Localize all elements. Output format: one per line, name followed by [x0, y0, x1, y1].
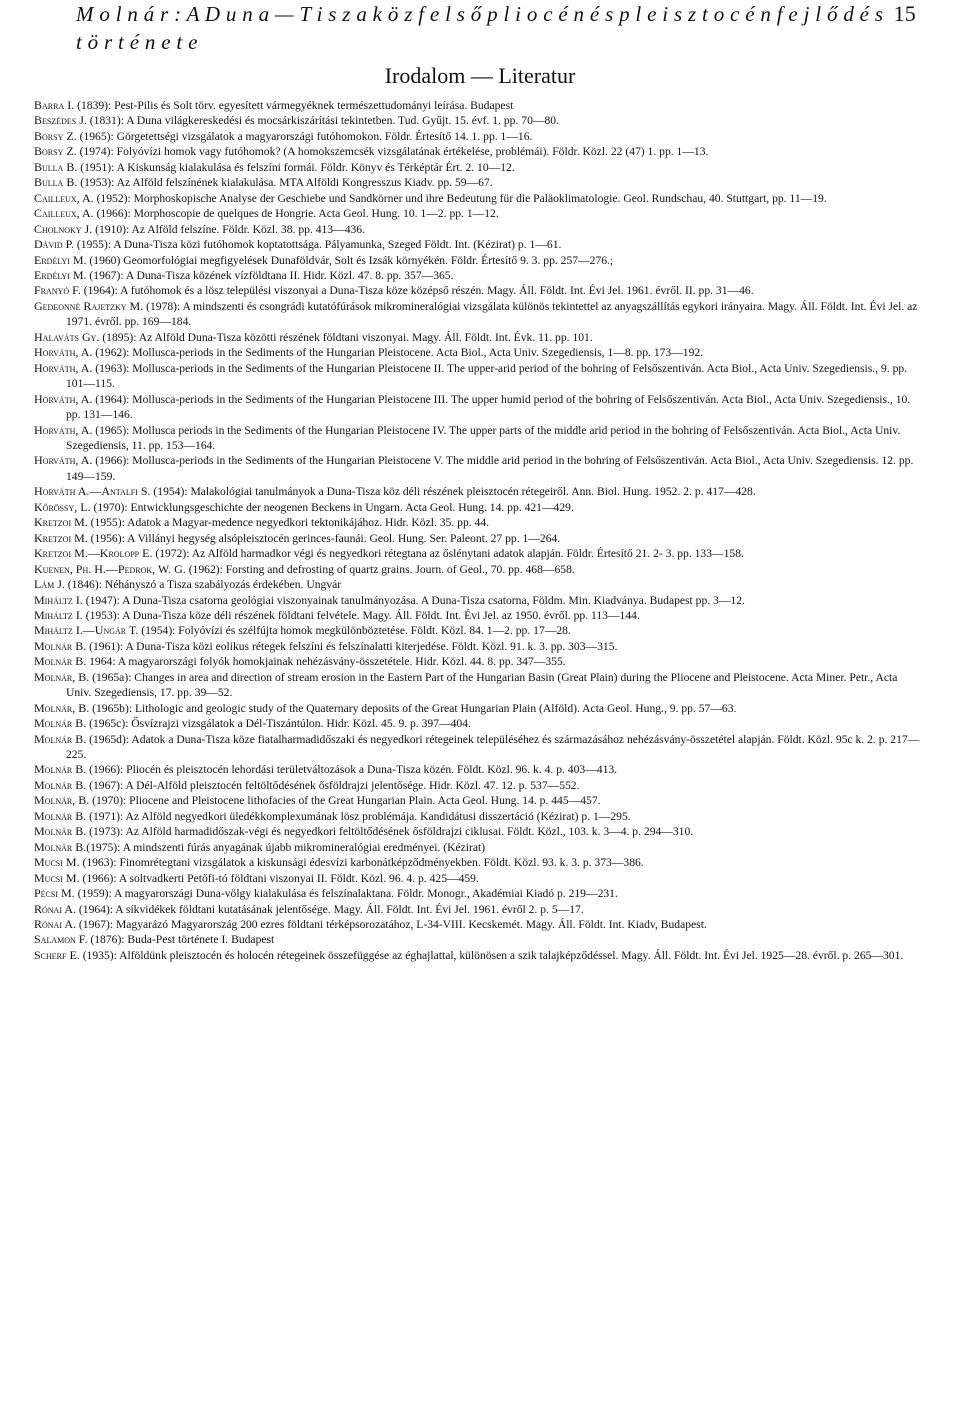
- reference-entry: [34, 732, 924, 763]
- reference-author: Franyó F.: [34, 283, 81, 298]
- reference-author: Rónai A.: [34, 901, 77, 916]
- reference-author: Kretzoi M.: [34, 530, 88, 545]
- reference-text: (1962): Mollusca-periods in the Sediments of the Hungarian Pleistocene. Acta Biol., Acta Univ. Szegediensis, 1—8. pp. 173—192.: [92, 346, 704, 360]
- reference-text: (1956): A Villányi hegység alsópleisztocén gerinces-faunái. Geol. Hung. Ser. Paleont. 27 pp. 1—264.: [87, 531, 561, 545]
- reference-author: Miháltz I.—Ungár T.: [34, 623, 139, 638]
- reference-text: (1972): Az Alföld harmadkor végi és negyedkori rétegtana az őslénytani adatok alapján. Földr. Értesítő 21. 2- 3. pp. 133—158.: [152, 547, 744, 561]
- reference-author: Beszédes J.: [34, 113, 87, 128]
- reference-entry: [34, 840, 924, 855]
- reference-text: (1965b): Lithologic and geologic study of the Quaternary deposits of the Great Hungarian Plain (Alföld). Acta Geol. Hung., 9. pp. 57—63.: [89, 701, 737, 715]
- reference-author: Horváth, A.: [34, 391, 93, 406]
- reference-author: Bulla B.: [34, 175, 78, 190]
- reference-entry: [34, 160, 924, 175]
- reference-author: Horváth A.—Antalfi S.: [34, 484, 151, 499]
- reference-author: Molnár, B.: [34, 700, 90, 715]
- reference-author: Erdélyi M.: [34, 252, 87, 267]
- reference-author: Kőrössy, L.: [34, 499, 91, 514]
- reference-entry: [34, 577, 924, 592]
- reference-author: Barra I.: [34, 98, 75, 112]
- reference-text: (1973): Az Alföld harmadidőszak-végi és negyedkori feltöltődésének ősföldrajzi ciklusai. Földt. Közl., 103. k. 3—4. p. 294—310.: [86, 825, 694, 839]
- reference-text: (1935): Alföldünk pleisztocén és holocén rétegeinek összefüggése az éghajlattal, különösen a szik talajképződéssel. Magy. Áll. Földt. Int. Évi Jel. 1925—28. évről. p. 265—301.: [79, 948, 904, 962]
- reference-text: (1965a): Changes in area and direction of stream erosion in the Eastern Part of the Hungarian Basin (Great Plain) during the Pliocene and Pleistocene. Acta Miner. Petr., Acta Univ. Szegediensis, 17. pp. 39—52.: [66, 670, 898, 700]
- reference-entry: [34, 484, 924, 499]
- reference-author: Molnár B.: [34, 824, 87, 839]
- reference-author: Molnár B.: [34, 808, 87, 823]
- reference-entry: [34, 345, 924, 360]
- reference-author: Molnár, B.: [34, 669, 90, 684]
- reference-text: (1965c): Ősvízrajzi vizsgálatok a Dél-Tiszántúlon. Hidr. Közl. 45. 9. p. 397—404.: [86, 717, 471, 731]
- reference-entry: [34, 562, 924, 577]
- reference-entry: [34, 824, 924, 839]
- reference-text: (1955): Adatok a Magyar-medence negyedkori tektonikájához. Hidr. Közl. 35. pp. 44.: [87, 516, 490, 530]
- running-title: M o l n á r : A D u n a — T i s z a k ö z f e l s ő p l i o c é n é s p l e i s z t o c é n f e j l ő d é s t ö r t é n e t e: [76, 2, 884, 54]
- reference-author: Mucsi M.: [34, 855, 80, 870]
- reference-author: Horváth, A.: [34, 345, 93, 360]
- reference-author: Halaváts Gy.: [34, 329, 100, 344]
- reference-author: Kretzoi M.: [34, 515, 88, 530]
- reference-text: (1952): Morphoskopische Analyse der Geschiebe und Sandkörner und ihre Bedeutung für die Paläoklimatologie. Geol. Rundschau, 40. Stuttgart, pp. 11—19.: [93, 191, 827, 205]
- page-number: 15: [893, 1, 916, 26]
- reference-text: (1974): Folyóvízi homok vagy futóhomok? (A homokszemcsék vizsgálatának értékelése, problémái). Földr. Közl. 22 (47) 1. pp. 1—13.: [76, 145, 709, 159]
- reference-text: (1971): Az Alföld negyedkori üledékkomplexumának lösz problémája. Kandidátusi disszertáció (Kézirat) p. 1—295.: [86, 809, 631, 823]
- reference-author: Miháltz I.: [34, 607, 83, 622]
- reference-entry: [34, 361, 924, 392]
- reference-entry: [34, 701, 924, 716]
- reference-entry: [34, 546, 924, 561]
- reference-author: Bulla B.: [34, 159, 78, 174]
- reference-author: Mucsi M.: [34, 870, 80, 885]
- reference-entry: [34, 222, 924, 237]
- reference-entry: [34, 809, 924, 824]
- reference-author: Molnár B.: [34, 762, 87, 777]
- reference-text: (1966): Morphoscopie de quelques de Hongrie. Acta Geol. Hung. 10. 1—2. pp. 1—12.: [93, 207, 499, 221]
- reference-author: Kretzoi M.—Krolopp E.: [34, 546, 153, 561]
- reference-text: (1955): A Duna-Tisza közi futóhomok koptatottsága. Pályamunka, Szeged Földt. Int. (Kézirat) p. 1—61.: [74, 238, 562, 252]
- reference-author: Borsy Z.: [34, 128, 77, 143]
- reference-entry: [34, 144, 924, 159]
- reference-author: Cailleux, A.: [34, 206, 94, 221]
- reference-entry: [34, 500, 924, 515]
- reference-entry: [34, 593, 924, 608]
- reference-text: (1963): Mollusca-periods in the Sediments of the Hungarian Pleistocene II. The upper-arid period of the bohring of Felsőszentiván. Acta Biol., Acta Univ. Szegediensis., 9. pp. 101—115.: [66, 361, 908, 391]
- reference-text: (1963): Finomrétegtani vizsgálatok a kiskunsági édesvízi karbonátképződményekben. Földt. Közl. 93. k. 3. p. 373—386.: [79, 856, 644, 870]
- reference-author: Scherf E.: [34, 947, 80, 962]
- reference-text: (1966): Mollusca-periods in the Sediments of the Hungarian Pleistocene V. The middle arid period in the bohring of Felsőszentiván. Acta Biol., Acta Univ. Szegediensis. 12. pp. 149—159.: [66, 454, 914, 483]
- reference-author: Salamon F.: [34, 932, 88, 947]
- reference-entry: [34, 253, 924, 268]
- reference-author: Lám J.: [34, 577, 65, 592]
- reference-author: Pécsi M.: [34, 886, 75, 901]
- reference-author: Rónai A.: [34, 917, 77, 932]
- reference-text: (1959): A magyarországi Duna-völgy kialakulása és felszínalaktana. Földr. Monogr., Akadémiai Kiadó p. 219—231.: [74, 887, 618, 901]
- reference-author: Horváth, A.: [34, 360, 93, 375]
- reference-author: Gedeonné Rajetzky M.: [34, 298, 144, 313]
- reference-text: 1964: A magyarországi folyók homokjainak nehézásvány-összetétele. Hidr. Közl. 44. 8. pp. 347—355.: [86, 655, 566, 669]
- reference-entry: [34, 175, 924, 190]
- reference-author: Cholnoky J.: [34, 221, 93, 236]
- reference-text: (1954): Malakológiai tanulmányok a Duna-Tisza köz déli részének pleisztocén rétegeiről. Ann. Biol. Hung. 1952. 2. p. 417—428.: [150, 485, 756, 499]
- reference-author: Horváth, A.: [34, 453, 93, 468]
- reference-entry: [34, 237, 924, 252]
- reference-entry: [34, 423, 924, 454]
- reference-entry: [34, 206, 924, 221]
- reference-entry: [34, 871, 924, 886]
- reference-entry: [34, 453, 924, 484]
- reference-text: (1831): A Duna világkereskedési és mocsárkiszárítási tekintetben. Tud. Gyűjt. 15. évf. 1. pp. 70—80.: [86, 114, 559, 128]
- reference-text: (1978): A mindszenti és csongrádi kutatófúrások mikromineralógiai vizsgálata különös tekintettel az anyagszállítás egykori irányaira. Magy. Áll. Földt. Int. Évi Jel. az 1971. évről. pp. 169—184.: [66, 299, 918, 329]
- reference-entry: [34, 608, 924, 623]
- reference-entry: [34, 531, 924, 546]
- reference-entry: [34, 855, 924, 870]
- reference-text: (1964): A futóhomok és a lösz települési viszonyai a Duna-Tisza köze középső részén. Magy. Áll. Földt. Int. Évi Jel. 1961. évről. II. pp. 31—46.: [80, 284, 754, 298]
- reference-entry: [34, 670, 924, 701]
- reference-text: (1953): A Duna-Tisza köze déli részének földtani felvétele. Magy. Áll. Földt. Int. Évi Jel. az 1950. évről. pp. 113—144.: [82, 608, 640, 622]
- reference-entry: [34, 778, 924, 793]
- reference-author: Molnár B.: [34, 777, 87, 792]
- reference-entry: [34, 515, 924, 530]
- reference-author: Molnár, B.: [34, 793, 90, 808]
- reference-text: (1965): Mollusca periods in the Sediments of the Hungarian Pleistocene IV. The upper parts of the middle arid period in the bohring of Felsőszentiván. Acta Biol., Acta Univ. Szegediensis, 11. pp. 153—164.: [66, 423, 901, 452]
- reference-entry: [34, 268, 924, 283]
- reference-author: Molnár B.: [34, 839, 87, 854]
- reference-text: (1839): Pest-Pilis és Solt törv. egyesített vármegyéknek természettudományi leírása. Budapest: [74, 99, 514, 112]
- reference-text: (1951): A Kiskunság kialakulása és felszíni formái. Földr. Könyv és Térképtár Ért. 2. 10—12.: [77, 160, 515, 174]
- reference-text: (1846): Néhányszó a Tisza szabályozás érdekében. Ungvár: [64, 578, 342, 592]
- reference-entry: [34, 98, 924, 113]
- reference-text: (1970): Pliocene and Pleistocene lithofacies of the Great Hungarian Plain. Acta Geol. Hung. 14. p. 445—457.: [89, 794, 601, 808]
- reference-author: Molnár B.: [34, 716, 87, 731]
- reference-author: Kuenen, Ph. H.—Pedrok, W. G.: [34, 561, 186, 576]
- reference-text: (1962): Forsting and defrosting of quartz grains. Journ. of Geol., 70. pp. 468—658.: [185, 562, 575, 576]
- reference-author: Dávid P.: [34, 237, 75, 252]
- reference-author: Molnár B.: [34, 731, 87, 746]
- reference-text: (1960) Geomorfológiai megfigyelések Dunaföldvár, Solt és Izsák környékén. Földr. Értesítő 9. 3. pp. 257—276.;: [86, 253, 614, 267]
- reference-text: (1966): A soltvadkerti Petőfi-tó földtani viszonyai II. Földt. Közl. 96. 4. p. 425—459.: [79, 871, 479, 885]
- reference-author: Borsy Z.: [34, 144, 77, 159]
- reference-text: (1975): A mindszenti fúrás anyagának újabb mikromineralógiai eredményei. (Kézirat): [86, 840, 486, 854]
- reference-entry: [34, 392, 924, 423]
- reference-entry: [34, 299, 924, 330]
- reference-text: (1967): A Dél-Alföld pleisztocén feltöltődésének ősföldrajzi jelentősége. Hidr. Közl. 47. 12. p. 537—552.: [86, 778, 580, 792]
- reference-text: (1964): A síkvidékek földtani kutatásának jelentősége. Magy. Áll. Földt. Int. Évi Jel. 1961. évről 2. p. 5—17.: [76, 902, 584, 916]
- reference-author: Horváth, A.: [34, 422, 93, 437]
- reference-text: (1961): A Duna-Tisza közi eolikus rétegek felszíni és felszínalatti kiterjedése. Földt. Közl. 91. k. 3. pp. 303—315.: [86, 639, 618, 653]
- reference-text: (1965d): Adatok a Duna-Tisza köze fiatalharmadidőszaki és negyedkori rétegeinek településéhez és származásához nehézásvány-összetétel alapján. Földt. Közl. 95c k. 2. p. 217—225.: [66, 732, 920, 762]
- reference-entry: [34, 948, 924, 963]
- reference-entry: [34, 113, 924, 128]
- reference-text: (1953): Az Alföld felszínének kialakulása. MTA Alföldi Kongresszus Kiadv. pp. 59—67.: [77, 176, 493, 190]
- reference-list: [34, 98, 924, 963]
- running-header: [76, 0, 916, 56]
- reference-text: (1965): Görgetettségi vizsgálatok a magyarországi futóhomokon. Földr. Értesítő 14. 1. pp. 1—16.: [76, 129, 533, 143]
- reference-entry: [34, 932, 924, 947]
- reference-author: Miháltz I.: [34, 592, 83, 607]
- reference-text: (1895): Az Alföld Duna-Tisza közötti részének földtani viszonyai. Magy. Áll. Földt. Int. Évk. 11. pp. 101.: [99, 330, 593, 344]
- reference-entry: [34, 716, 924, 731]
- reference-text: (1964): Mollusca-periods in the Sediments of the Hungarian Pleistocene III. The upper humid period of the bohring of Felsőszentiván. Acta Biol., Acta Univ. Szegediensis., 10. pp. 131—146.: [66, 392, 911, 422]
- reference-text: (1966): Pliocén és pleisztocén lehordási területváltozások a Duna-Tisza közén. Földt. Közl. 96. k. 4. p. 403—413.: [86, 763, 618, 777]
- reference-text: (1967): A Duna-Tisza közének vízföldtana II. Hidr. Közl. 47. 8. pp. 357—365.: [86, 268, 454, 282]
- reference-entry: [34, 654, 924, 669]
- reference-text: (1947): A Duna-Tisza csatorna geológiai viszonyainak tanulmányozása. A Duna-Tisza csatorna, Földm. Min. Kiadványa. Budapest pp. 3—12.: [82, 593, 745, 607]
- reference-entry: [34, 886, 924, 901]
- reference-entry: [34, 762, 924, 777]
- reference-entry: [34, 902, 924, 917]
- reference-author: Cailleux, A.: [34, 190, 94, 205]
- reference-entry: [34, 191, 924, 206]
- reference-entry: [34, 639, 924, 654]
- reference-entry: [34, 283, 924, 298]
- reference-author: Molnár B.: [34, 638, 87, 653]
- reference-text: (1970): Entwicklungsgeschichte der neogenen Beckens in Ungarn. Acta Geol. Hung. 14. pp. 421—429.: [90, 500, 574, 514]
- reference-text: (1954): Folyóvízi és szélfújta homok megkülönböztetése. Földt. Közl. 84. 1—2. pp. 17—28.: [138, 624, 571, 638]
- section-title: Irodalom — Literatur: [384, 63, 576, 88]
- reference-text: (1910): Az Alföld felszíne. Földr. Közl. 38. pp. 413—436.: [92, 222, 365, 236]
- reference-entry: [34, 330, 924, 345]
- reference-entry: [34, 623, 924, 638]
- reference-text: (1967): Magyarázó Magyarország 200 ezres földtani térképsorozatához, L-34-VIII. Kecskemét. Magy. Áll. Földt. Int. Kiadv, Budapest.: [76, 918, 707, 932]
- reference-entry: [34, 129, 924, 144]
- reference-author: Molnár B.: [34, 654, 87, 669]
- reference-entry: [34, 917, 924, 932]
- reference-entry: [34, 793, 924, 808]
- reference-text: (1876): Buda-Pest története I. Budapest: [87, 933, 275, 947]
- reference-author: Erdélyi M.: [34, 267, 87, 282]
